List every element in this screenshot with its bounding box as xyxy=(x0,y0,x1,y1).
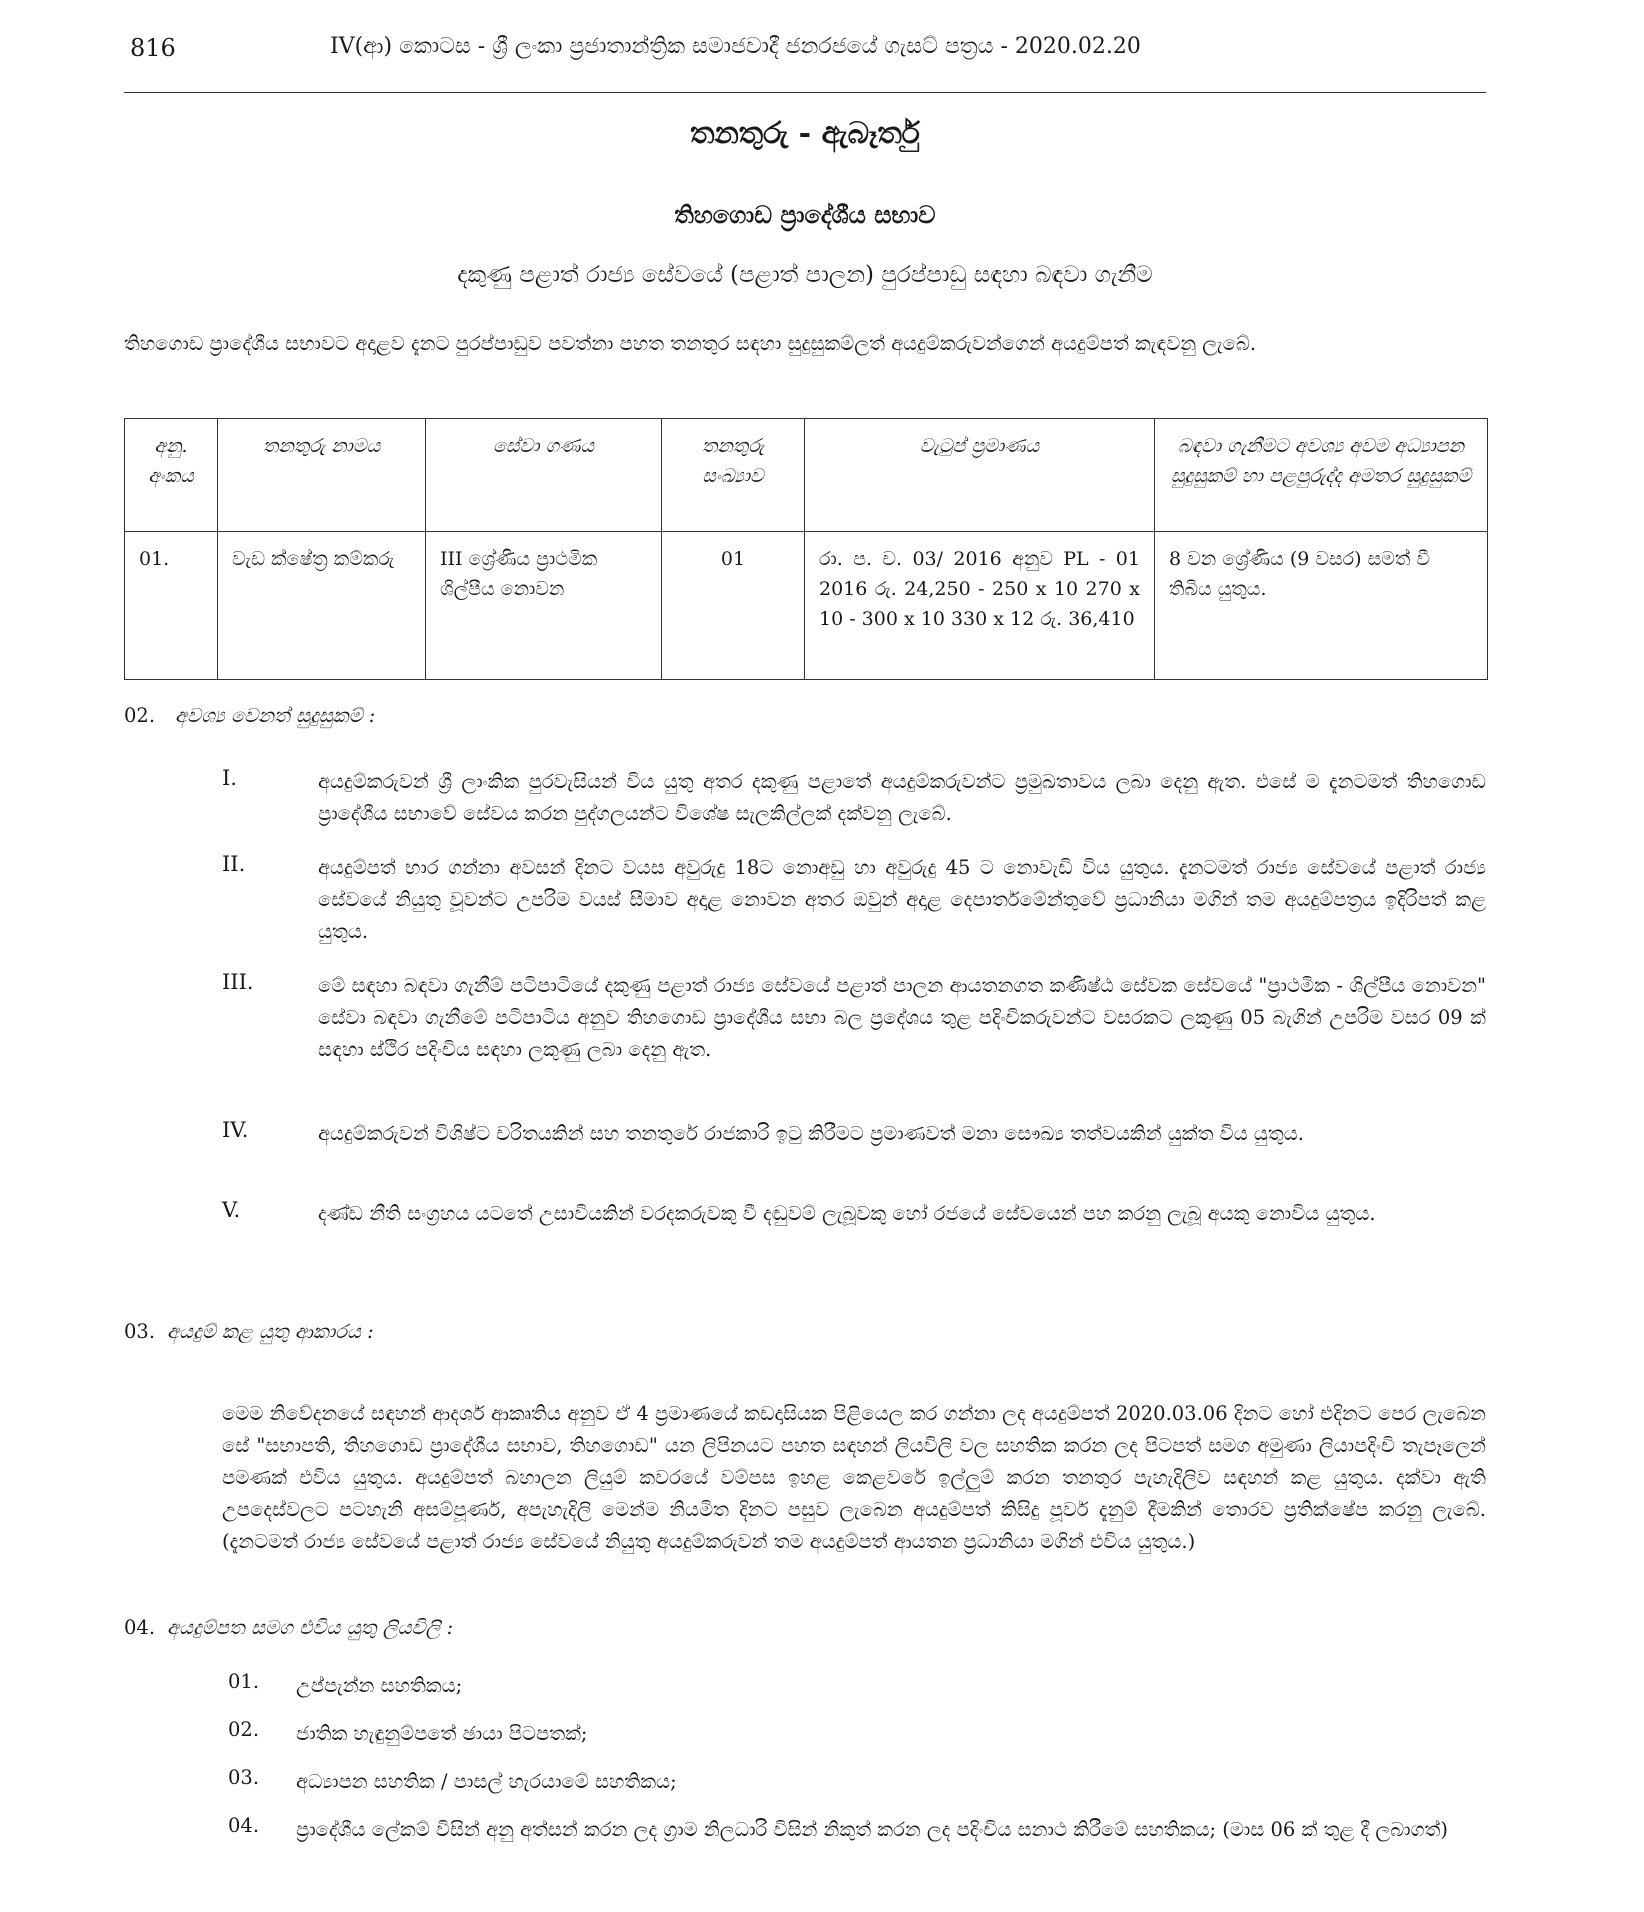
document-item-2-text: ජාතික හැඳුනුම්පතේ ඡායා පිටපතක්; xyxy=(296,1722,588,1745)
item-2-1-number: I. xyxy=(222,766,237,790)
section-heading: තනතුරු - ඇබෑර්තු xyxy=(690,116,920,151)
section-2-title: අවශ්‍ය වෙනත් සුදුසුකම් : xyxy=(175,704,376,727)
cell-service-category: III ශ්‍රේණිය ප්‍රාථමික ශිල්පීය නොවන xyxy=(426,532,662,680)
item-2-5-number: V. xyxy=(222,1198,241,1222)
section-3-title: අයදුම් කළ යුතු ආකාරය : xyxy=(167,1320,374,1343)
document-item-3-text: අධ්‍යාපන සහතික / පාසල් හැරයාමේ සහතිකය; xyxy=(296,1770,677,1793)
header-salary-scale: වැටුප් ප්‍රමාණය xyxy=(805,419,1155,532)
section-2-number: 02. xyxy=(124,704,156,727)
document-item-4-text: ප්‍රාදේශීය ලේකම් විසින් අනු අත්සන් කරන ලද ග්‍රාම නිලධාරි විසින් නිකුත් කරන ලද පදිංචිය සනාථ කිරීමේ සහතිකය; (මාස 06 ක් තුළ දී ලබාගත්) xyxy=(296,1818,1448,1841)
section-4-heading xyxy=(124,1616,453,1639)
table-row xyxy=(125,532,1488,680)
section-3-number: 03. xyxy=(124,1320,156,1343)
header-post-count: තනතුරු සංඛ්‍යාව xyxy=(662,419,805,532)
item-2-3-number: III. xyxy=(222,970,254,994)
notice-subject: දකුණු පළාත් රාජ්‍ය සේවයේ (පළාත් පාලන) පුරප්පාඩු සඳහා බඳවා ගැනීම xyxy=(457,262,1153,288)
document-item-2-number: 02. xyxy=(228,1718,260,1741)
table-header-row xyxy=(125,419,1488,532)
section-4-number: 04. xyxy=(124,1616,156,1639)
section-3-heading xyxy=(124,1320,374,1343)
item-2-4-number: IV. xyxy=(222,1118,249,1142)
cell-post-name: වැඩ ක්ෂේත්‍ර කම්කරු xyxy=(218,532,426,680)
cell-serial-no: 01. xyxy=(125,532,218,680)
item-2-2-text: අයදුම්පත් භාර ගන්නා අවසන් දිනට වයස අවුරුදු 18ට නොඅඩු හා අවුරුදු 45 ට නොවැඩි විය යුතුය. දැනටමත් රාජ්‍ය සේවයේ පළාත් රාජ්‍ය සේවයේ නියුතු වූවන්ට උපරිම වයස් සීමාව අදාළ නොවන අතර ඔවුන් අදාළ දෙපාර්තමේන්තුවේ ප්‍රධානියා මගින් තම අයදුම්පත්‍රය ඉදිරිපත් කළ යුතුය. xyxy=(318,856,1486,943)
document-item-1-text: උප්පැන්න සහතිකය; xyxy=(296,1674,463,1697)
item-2-1-text: අයදුම්කරුවන් ශ්‍රී ලාංකික පුරවැසියන් විය යුතු අතර දකුණු පළාතේ අයදුම්කරුවන්ට ප්‍රමුඛතාවය ලබා දෙනු ඇත. එසේ ම දැනටමත් තිහගොඩ ප්‍රාදේශීය සභාවේ සේවය කරන පුද්ගලයන්ට විශේෂ සැලකිල්ලක් දක්වනු ලැබේ. xyxy=(318,770,1486,825)
section-2-heading xyxy=(124,704,375,727)
intro-paragraph: තිහගොඩ ප්‍රාදේශීය සභාවට අදාළව දැනට පුරප්පාඩුව පවත්නා පහත තනතුර සඳහා සුදුසුකම්ලත් අයදුම්කරුවන්ගෙන් අයදුම්පත් කැඳවනු ලැබේ. xyxy=(124,332,1257,355)
item-2-2-number: II. xyxy=(222,852,246,876)
section-3-body: මෙම නිවේදනයේ සඳහන් ආදර්ශ ආකෘතිය අනුව ඒ 4 ප්‍රමාණයේ කඩදාසියක පිළියෙල කර ගන්නා ලද අයදුම්පත් 2020.03.06 දිනට හෝ එදිනට පෙර ලැබෙන සේ "සභාපති, තිහගොඩ ප්‍රාදේශීය සභාව, තිහගොඩ" යන ලිපිනයට පහත සඳහන් ලියවිලි වල සහතික කරන ලද පිටපත් සමග අමුණා ලියාපදිංචි තැපෑලෙන් පමණක් එවිය යුතුය. අයදුම්පත් බහාලන ලියුම් කවරයේ වම්පස ඉහළ කෙළවරේ ඉල්ලුම් කරන තනතුර පැහැදිලිව සඳහන් කළ යුතුය. දක්වා ඇති උපදෙස්වලට පටහැනි අසම්පූර්ණ, අපැහැදිලි මෙන්ම නියමිත දිනට පසුව ලැබෙන අයදුම්පත් කිසිදු පූර්ව දැනුම් දීමකින් තොරව ප්‍රතික්ෂේප කරනු ලැබේ. (දැනටමත් රාජ්‍ය සේවයේ පළාත් රාජ්‍ය සේවයේ නියුතු අයදුම්කරුවන් තම අයදුම්පත් ආයතන ප්‍රධානියා මගින් එවිය යුතුය.) xyxy=(222,1402,1486,1553)
document-item-4-number: 04. xyxy=(228,1814,260,1837)
cell-post-count: 01 xyxy=(662,532,805,680)
header-divider xyxy=(124,92,1486,93)
item-2-5-text: දණ්ඩ නීති සංග්‍රහය යටතේ උසාවියකින් වරදකරුවකු වී දඬුවම් ලැබූවකු හෝ රජයේ සේවයෙන් පහ කරනු ලැබූ අයකු නොවිය යුතුය. xyxy=(318,1202,1376,1225)
running-header: IV(ආ) කොටස - ශ්‍රී ලංකා ප්‍රජාතාන්ත්‍රික සමාජවාදී ජනරජයේ ගැසට් පත්‍රය - 2020.02.20 xyxy=(330,34,1141,59)
header-service-category: සේවා ගණය xyxy=(426,419,662,532)
document-item-1-number: 01. xyxy=(228,1670,260,1693)
cell-salary-scale: රා. ප. ච. 03/ 2016 අනුව PL - 01 2016 රු. 24,250 - 250 x 10 270 x 10 - 300 x 10 330 x 12 රු. 36,410 xyxy=(805,532,1155,680)
item-2-4-text: අයදුම්කරුවන් විශිෂ්ට චරිතයකින් සහ තනතුරේ රාජකාරි ඉටු කිරීමට ප්‍රමාණවත් මනා සෞඛ්‍ය තත්වයකින් යුක්ත විය යුතුය. xyxy=(318,1122,1304,1145)
header-post-name: තනතුරු නාමය xyxy=(218,419,426,532)
document-item-3-number: 03. xyxy=(228,1766,260,1789)
header-serial-no: අනු. අංකය xyxy=(125,419,218,532)
item-2-3-text: මේ සඳහා බඳවා ගැනීම් පටිපාටියේ දකුණු පළාත් රාජ්‍ය සේවයේ පළාත් පාලන ආයතනගත කණිෂ්ඨ සේවක සේවයේ "ප්‍රාථමික - ශිල්පීය නොවන" සේවා බඳවා ගැනීමේ පටිපාටිය අනුව තිහගොඩ ප්‍රාදේශීය සභා බල ප්‍රදේශය තුළ පදිංචිකරුවන්ට වසරකට ලකුණු 05 බැගින් උපරිම වසර 09 ක් සඳහා ස්ථිර පදිංචිය සඳහා ලකුණු ලබා දෙනු ඇත. xyxy=(318,974,1486,1061)
cell-qualifications: 8 වන ශ්‍රේණිය (9 වසර) සමත් වී තිබිය යුතුය. xyxy=(1155,532,1488,680)
vacancy-table xyxy=(124,418,1488,680)
header-qualifications: බඳවා ගැනීමට අවශ්‍ය අවම අධ්‍යාපන සුදුසුකම් හා පළපුරුද්ද අමතර සුදුසුකම් xyxy=(1155,419,1488,532)
page-number: 816 xyxy=(130,34,176,62)
section-4-title: අයදුම්පත සමග එවිය යුතු ලියවිලි : xyxy=(167,1616,454,1639)
authority-heading: තිහගොඩ ප්‍රාදේශීය සභාව xyxy=(674,200,936,229)
